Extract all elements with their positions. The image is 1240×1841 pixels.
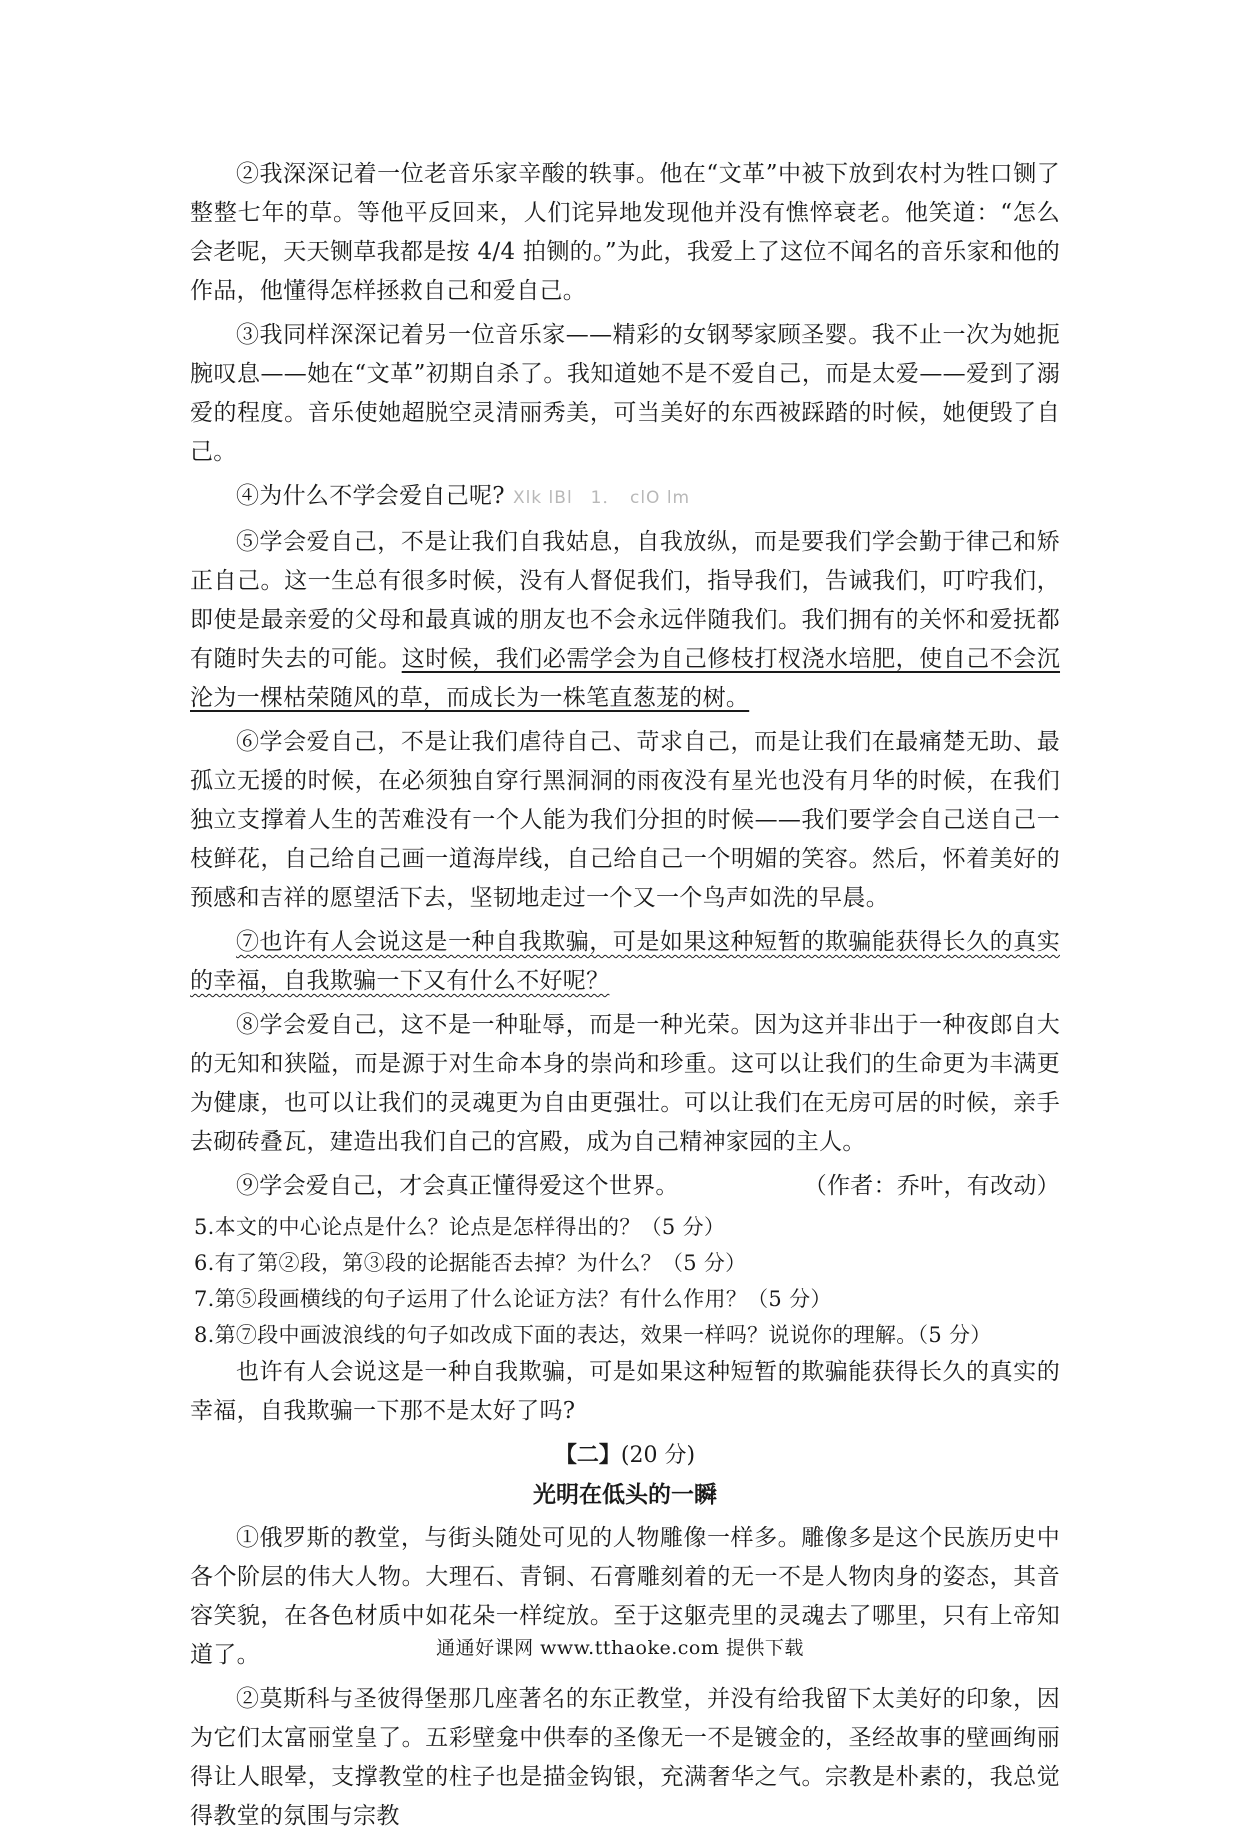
paragraph-5-text: ⑤学会爱自己，不是让我们自我姑息，自我放纵，而是要我们学会勤于律己和矫正自己。这一生总有很多时候，没有人督促我们，指导我们，告诫我们，叮咛我们，即使是最亲爱的父母和最真诚的朋友也不会永远伴随我们。我们拥有的关怀和爱抚都有随时失去的可能。 bbox=[190, 529, 1060, 672]
paragraph-4-text: ④为什么不学会爱自己呢? bbox=[236, 483, 505, 509]
page-footer: 通通好课网 www.tthaoke.com 提供下载 bbox=[436, 1637, 804, 1659]
question-5: 5.本文的中心论点是什么？论点是怎样得出的？（5 分） bbox=[194, 1215, 726, 1239]
question-list bbox=[190, 1209, 1060, 1353]
document-content bbox=[190, 155, 1060, 1841]
paragraph-3: ③我同样深深记着另一位音乐家——精彩的女钢琴家顾圣婴。我不止一次为她扼腕叹息——她在“文革”初期自杀了。我知道她不是不爱自己，而是太爱——爱到了溺爱的程度。音乐使她超脱空灵清丽秀美，可当美好的东西被踩踏的时候，她便毁了自己。 bbox=[190, 322, 1060, 465]
wavy-underlined-sentence: ⑦也许有人会说这是一种自我欺骗，可是如果这种短暂的欺骗能获得长久的真实的幸福，自我欺骗一下又有什么不好呢？ bbox=[190, 929, 1060, 994]
paragraph-5 bbox=[190, 523, 1060, 718]
section-2-label: 【二】 bbox=[554, 1443, 621, 1468]
section-2-paragraph-2: ②莫斯科与圣彼得堡那几座著名的东正教堂，并没有给我留下太美好的印象，因为它们太富丽堂皇了。五彩壁龛中供奉的圣像无一不是镀金的，圣经故事的壁画绚丽得让人眼晕，支撑教堂的柱子也是描金钩银，充满奢华之气。宗教是朴素的，我总觉得教堂的氛围与宗教 bbox=[190, 1686, 1060, 1829]
underlined-sentence: 这时候，我们必需学会为自己修枝打杈浇水培肥，使自己不会沉沦为一棵枯荣随风的草，而成长为一株笔直葱茏的树。 bbox=[190, 646, 1061, 711]
ocr-noise-text: Xlk lBl 1． clO lm bbox=[512, 488, 691, 508]
section-2-paragraph-1: ①俄罗斯的教堂，与街头随处可见的人物雕像一样多。雕像多是这个民族历史中各个阶层的伟大人物。大理石、青铜、石膏雕刻着的无一不是人物肉身的姿态，其音容笑貌，在各色材质中如花朵一样绽放。至于这躯壳里的灵魂去了哪里，只有上帝知道了。 bbox=[190, 1525, 1060, 1668]
rewritten-sentence: 也许有人会说这是一种自我欺骗，可是如果这种短暂的欺骗能获得长久的真实的幸福，自我欺骗一下那不是太好了吗? bbox=[190, 1359, 1060, 1424]
paragraph-2: ②我深深记着一位老音乐家辛酸的轶事。他在“文革”中被下放到农村为牲口铡了整整七年的草。等他平反回来，人们诧异地发现他并没有憔悴衰老。他笑道：“怎么会老呢，天天铡草我都是按 4/4 拍铡的。”为此，我爱上了这位不闻名的音乐家和他的作品，他懂得怎样拯救自己和爱自己。 bbox=[190, 161, 1060, 304]
section-2-points: (20 分) bbox=[620, 1443, 696, 1468]
paragraph-9-text: ⑨学会爱自己，才会真正懂得爱这个世界。 bbox=[236, 1173, 679, 1199]
paragraph-4 bbox=[190, 477, 1060, 518]
section-2-heading bbox=[190, 1437, 1060, 1475]
question-6: 6.有了第②段，第③段的论据能否去掉？为什么？（5 分） bbox=[194, 1251, 747, 1275]
author-credit: （作者：乔叶，有改动） bbox=[803, 1173, 1060, 1199]
article-title: 光明在低头的一瞬 bbox=[533, 1482, 717, 1508]
question-7: 7.第⑤段画横线的句子运用了什么论证方法？有什么作用？（5 分） bbox=[194, 1287, 832, 1311]
paragraph-9 bbox=[190, 1167, 1060, 1206]
question-8: 8.第⑦段中画波浪线的句子如改成下面的表达，效果一样吗？说说你的理解。（5 分） bbox=[194, 1323, 992, 1347]
paragraph-7 bbox=[190, 923, 1060, 1001]
paragraph-6: ⑥学会爱自己，不是让我们虐待自己、苛求自己，而是让我们在最痛楚无助、最孤立无援的时候，在必须独自穿行黑洞洞的雨夜没有星光也没有月华的时候，在我们独立支撑着人生的苦难没有一个人能为我们分担的时候——我们要学会自己送自己一枝鲜花，自己给自己画一道海岸线，自己给自己一个明媚的笑容。然后，怀着美好的预感和吉祥的愿望活下去，坚韧地走过一个又一个鸟声如洗的早晨。 bbox=[190, 729, 1060, 911]
paragraph-8: ⑧学会爱自己，这不是一种耻辱，而是一种光荣。因为这并非出于一种夜郎自大的无知和狭隘，而是源于对生命本身的崇尚和珍重。这可以让我们的生命更为丰满更为健康，也可以让我们的灵魂更为自由更强壮。可以让我们在无房可居的时候，亲手去砌砖叠瓦，建造出我们自己的宫殿，成为自己精神家园的主人。 bbox=[190, 1012, 1060, 1155]
